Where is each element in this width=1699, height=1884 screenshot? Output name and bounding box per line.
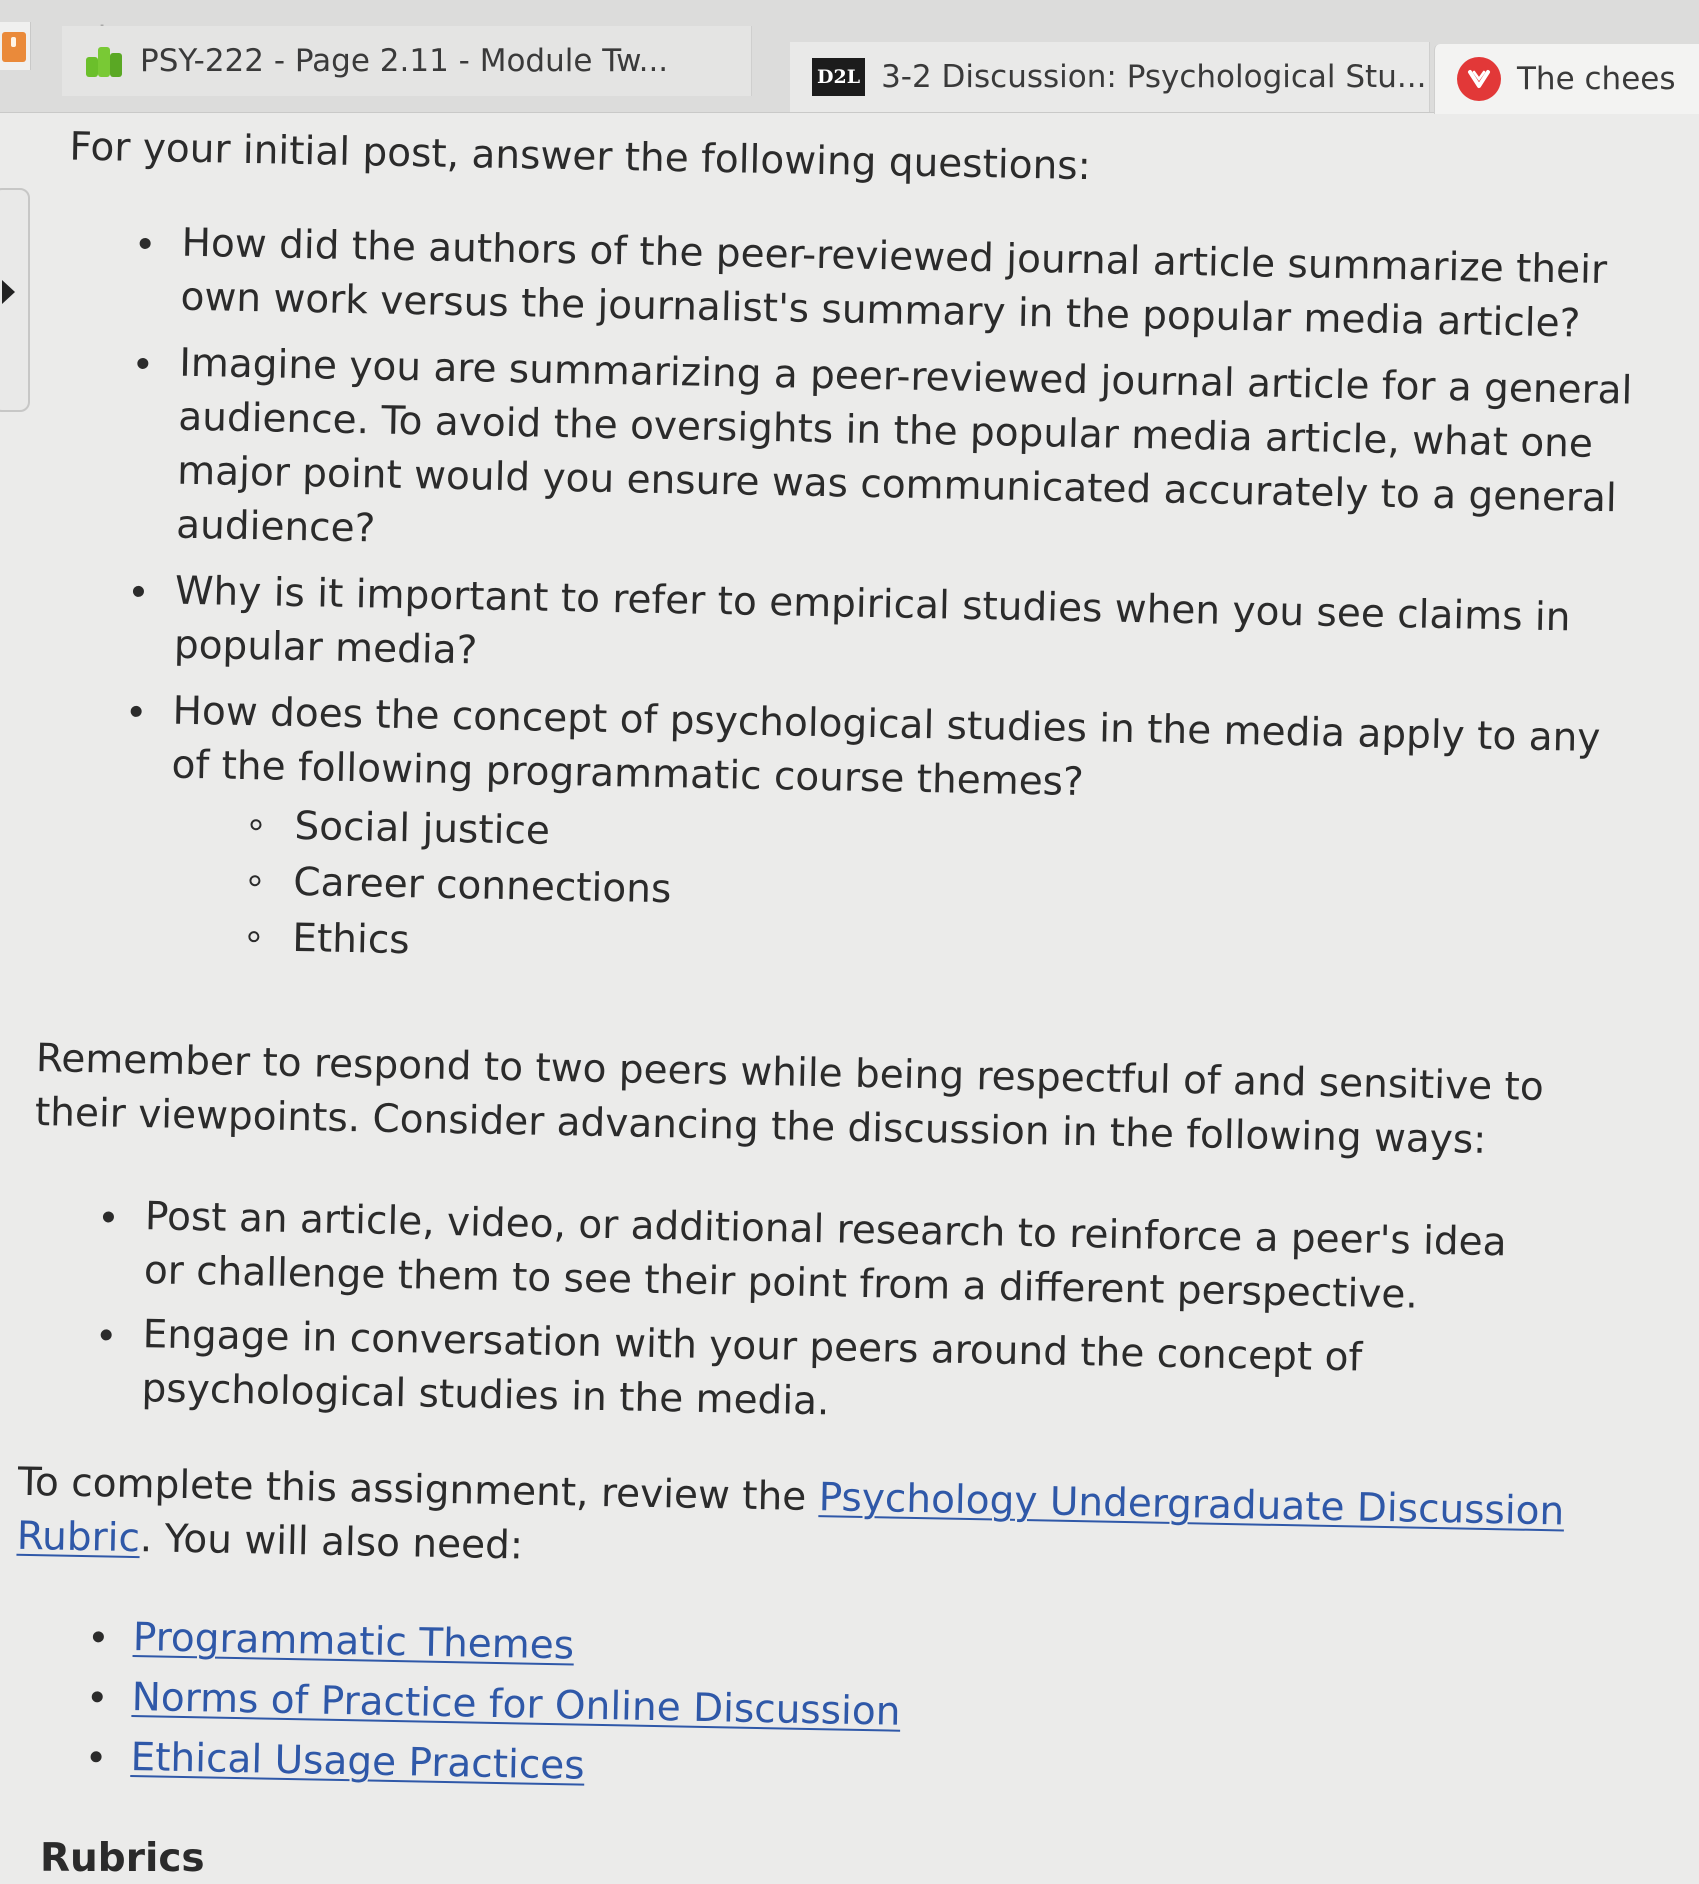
norms-of-practice-link[interactable]: Norms of Practice for Online Discussion <box>131 1674 901 1735</box>
rubric-link[interactable]: Psychology Undergraduate Discussion Rubric <box>16 1475 1565 1562</box>
question-text: How does the concept of psychological studies in the media apply to any of the following programmatic course themes? <box>171 688 1601 806</box>
peer-response-instructions: Remember to respond to two peers while being respectful of and sensitive to their viewpoints. Consider advancing the discussion in the following ways: <box>34 1036 1545 1163</box>
theme-item: Ethics <box>292 911 1629 993</box>
tab-discussion[interactable] <box>790 42 1430 112</box>
completion-suffix: . You will also need: <box>139 1516 524 1569</box>
theme-item: Career connections <box>293 855 1630 937</box>
question-item: Imagine you are summarizing a peer-reviewed journal article for a general audience. To avoid the oversights in the popular media article, what one major point would you ensure was communicated accurately to a general audience? <box>176 337 1640 581</box>
theme-list <box>292 799 1631 993</box>
red-check-icon <box>1457 57 1501 101</box>
resource-links-list <box>130 1610 1635 1815</box>
rubrics-heading: Rubrics <box>40 1836 205 1881</box>
d2l-icon: D2L <box>812 58 865 96</box>
bookmark-icon <box>2 32 26 62</box>
expand-arrow-icon[interactable] <box>2 280 15 304</box>
question-item <box>168 685 1633 993</box>
browser-tab-bar <box>0 0 1699 113</box>
ethical-usage-link[interactable]: Ethical Usage Practices <box>130 1734 585 1789</box>
pinned-tab[interactable] <box>0 22 31 70</box>
peer-way-item: Engage in conversation with your peers around the concept of psychological studies in the media. <box>141 1308 1543 1443</box>
tab-label: PSY-222 - Page 2.11 - Module Tw... <box>140 43 669 79</box>
tab-the-chees[interactable] <box>1434 44 1699 114</box>
question-item: Why is it important to refer to empirical studies when you see claims in popular media? <box>173 565 1635 701</box>
question-list <box>168 217 1642 993</box>
green-bars-icon <box>84 41 124 81</box>
theme-item: Social justice <box>294 799 1631 881</box>
programmatic-themes-link[interactable]: Programmatic Themes <box>132 1614 575 1669</box>
tab-label: The chees <box>1517 61 1676 97</box>
completion-prefix: To complete this assignment, review the <box>17 1459 820 1521</box>
tab-label: 3-2 Discussion: Psychological Stu... <box>881 59 1427 95</box>
completion-instructions <box>16 1456 1578 1594</box>
intro-text: For your initial post, answer the following questions: <box>69 124 1092 190</box>
question-item: How did the authors of the peer-reviewed journal article summarize their own work versus the journalist's summary in the popular media article? <box>180 217 1642 353</box>
assignment-content <box>12 120 1664 1819</box>
peer-ways-list <box>141 1190 1545 1443</box>
tab-psy-222[interactable] <box>62 26 752 96</box>
peer-way-item: Post an article, video, or additional research to reinforce a peer's idea or challenge them to see their point from a different perspective. <box>143 1190 1545 1325</box>
